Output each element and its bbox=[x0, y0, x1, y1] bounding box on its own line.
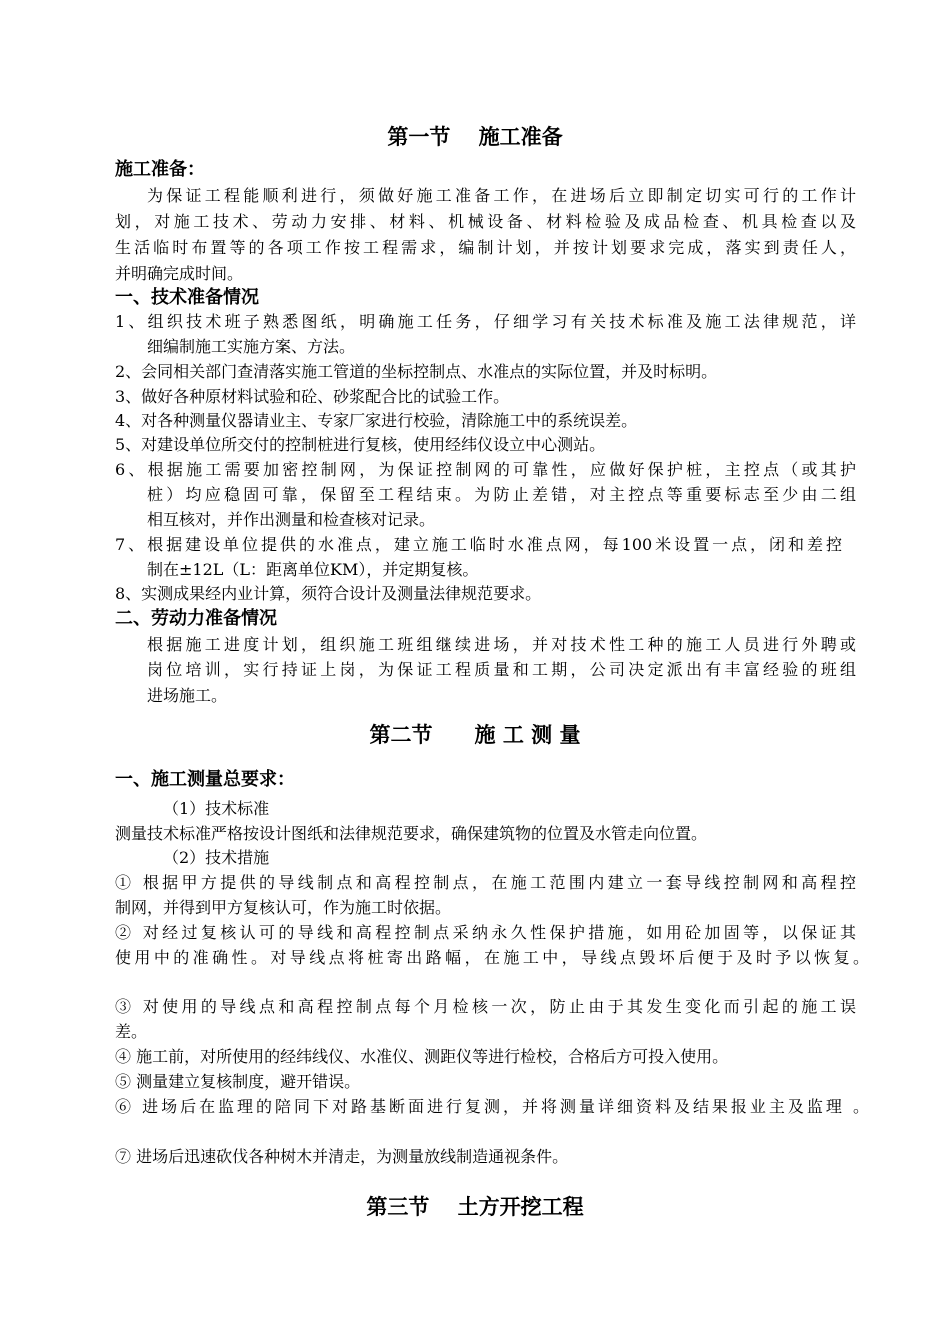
list-item: ① 根据甲方提供的导线制点和高程控制点，在施工范围内建立一套导线控制网和高程控 bbox=[115, 873, 856, 892]
tech-heading: 一、技术准备情况 bbox=[115, 287, 259, 308]
paragraph-line: 进场施工。 bbox=[147, 686, 228, 705]
list-item: 3、做好各种原材料试验和砼、砂浆配合比的试验工作。 bbox=[115, 387, 510, 406]
section-2-title: 第二节 施 工 测 量 bbox=[369, 723, 581, 747]
section-3-title: 第三节 土方开挖工程 bbox=[366, 1195, 584, 1219]
list-item: 使用中的准确性。对导线点将桩寄出路幅，在施工中，导线点毁坏后便于及时予以恢复。 bbox=[115, 948, 869, 967]
list-item: 相互核对，并作出测量和检查核对记录。 bbox=[147, 510, 436, 529]
list-item: 4、对各种测量仪器请业主、专家厂家进行校验，清除施工中的系统误差。 bbox=[115, 411, 638, 430]
paragraph-line: 生活临时布置等的各项工作按工程需求，编制计划，并按计划要求完成，落实到责任人， bbox=[115, 238, 856, 257]
list-item: 6、根据施工需要加密控制网，为保证控制网的可靠性，应做好保护桩，主控点（或其护 bbox=[115, 460, 856, 479]
list-item: ② 对经过复核认可的导线和高程控制点采纳永久性保护措施，如用砼加固等，以保证其 bbox=[115, 923, 856, 942]
section-1-title: 第一节 施工准备 bbox=[387, 125, 563, 149]
paragraph-line: 根据施工进度计划，组织施工班组继续进场，并对技术性工种的施工人员进行外聘或 bbox=[147, 635, 856, 654]
list-item: 细编制施工实施方案、方法。 bbox=[147, 337, 356, 356]
paragraph-line: 岗位培训，实行持证上岗，为保证工程质量和工期，公司决定派出有丰富经验的班组 bbox=[147, 660, 856, 679]
list-item: ③ 对使用的导线点和高程控制点每个月检核一次，防止由于其发生变化而引起的施工误 bbox=[115, 997, 856, 1016]
labor-heading: 二、劳动力准备情况 bbox=[115, 608, 277, 629]
list-item: 制网，并得到甲方复核认可，作为施工时依据。 bbox=[115, 898, 452, 917]
list-item: 5、对建设单位所交付的控制桩进行复核，使用经纬仪设立中心测站。 bbox=[115, 435, 606, 454]
subheading: （1）技术标准 bbox=[163, 799, 270, 818]
list-item: 1、组织技术班子熟悉图纸，明确施工任务，仔细学习有关技术标准及施工法律规范，详 bbox=[115, 312, 856, 331]
list-item: 制在±12L（L：距离单位KM），并定期复核。 bbox=[147, 560, 479, 579]
list-item: ④ 施工前，对所使用的经纬线仪、水准仪、测距仪等进行检校，合格后方可投入使用。 bbox=[115, 1047, 729, 1066]
list-item: 7、根据建设单位提供的水准点，建立施工临时水准点网，每100米设置一点，闭和差控 bbox=[115, 535, 842, 554]
paragraph-line: 并明确完成时间。 bbox=[115, 264, 244, 283]
list-item: 桩）均应稳固可靠，保留至工程结束。为防止差错，对主控点等重要标志至少由二组 bbox=[147, 485, 856, 504]
list-item: ⑤ 测量建立复核制度，避开错误。 bbox=[115, 1072, 361, 1091]
paragraph-line: 为保证工程能顺利进行，须做好施工准备工作，在进场后立即制定切实可行的工作计 bbox=[147, 186, 856, 205]
paragraph-line: 测量技术标准严格按设计图纸和法律规范要求，确保建筑物的位置及水管走向位置。 bbox=[115, 824, 708, 843]
list-item: 差。 bbox=[115, 1022, 148, 1041]
survey-requirements-heading: 一、施工测量总要求： bbox=[115, 769, 295, 790]
list-item: ⑦ 进场后迅速砍伐各种树木并清走，为测量放线制造通视条件。 bbox=[115, 1147, 569, 1166]
prep-heading: 施工准备： bbox=[115, 159, 205, 180]
list-item: 2、会同相关部门查清落实施工管道的坐标控制点、水准点的实际位置，并及时标明。 bbox=[115, 362, 718, 381]
paragraph-line: 划，对施工技术、劳动力安排、材料、机械设备、材料检验及成品检查、机具检查以及 bbox=[115, 212, 856, 231]
subheading: （2）技术措施 bbox=[163, 848, 270, 867]
list-item: 8、实测成果经内业计算，须符合设计及测量法律规范要求。 bbox=[115, 584, 542, 603]
list-item: ⑥ 进场后在监理的陪同下对路基断面进行复测，并将测量详细资料及结果报业主及监理 。 bbox=[115, 1097, 869, 1116]
